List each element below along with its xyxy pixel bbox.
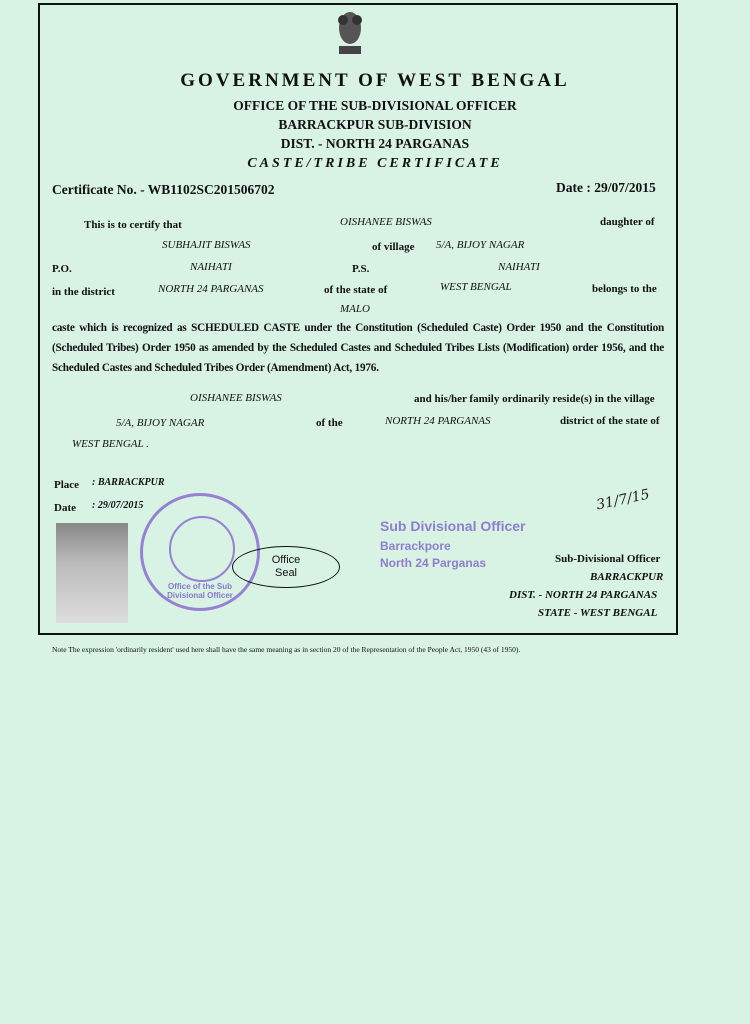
- district-value-2: NORTH 24 PARGANAS: [385, 415, 491, 427]
- officer-state: STATE - WEST BENGAL: [538, 607, 658, 619]
- po-label: P.O.: [52, 263, 72, 275]
- state-label: of the state of: [324, 284, 388, 296]
- district-label: in the district: [52, 286, 115, 298]
- certificate-number: Certificate No. - WB1102SC201506702: [52, 182, 275, 197]
- date-value: : 29/07/2015: [92, 500, 144, 511]
- ps-value: NAIHATI: [498, 261, 540, 273]
- oval-line-2: Seal: [274, 567, 298, 579]
- holder-photo: [56, 523, 128, 623]
- signature: 31/7/15: [594, 486, 652, 514]
- government-title: GOVERNMENT OF WEST BENGAL: [180, 70, 570, 91]
- certify-label: This is to certify that: [84, 219, 182, 231]
- village-value: 5/A, BIJOY NAGAR: [436, 239, 525, 251]
- village-value-2: 5/A, BIJOY NAGAR: [116, 417, 205, 429]
- stamp-line-1: Sub Divisional Officer: [380, 518, 526, 534]
- reside-label: and his/her family ordinarily reside(s) in the village: [414, 393, 655, 405]
- stamp-line-3: North 24 Parganas: [380, 556, 487, 570]
- subdivision-title: BARRACKPUR SUB-DIVISION: [278, 117, 472, 132]
- footnote: Note The expression 'ordinarily resident' used here shall have the same meaning as in section 20 of the Representation of the People Act, 1950 (43 of 1950).: [52, 645, 521, 654]
- holder-name: OISHANEE BISWAS: [340, 216, 432, 228]
- village-label: of village: [372, 241, 415, 253]
- of-the-label: of the: [316, 417, 343, 429]
- district-title: DIST. - NORTH 24 PARGANAS: [280, 136, 470, 151]
- recognition-paragraph: caste which is recognized as SCHEDULED CASTE under the Constitution (Scheduled Caste) Order 1950 and the Constitution (Scheduled Tribes) Order 1950 as amended by the Scheduled Castes and Scheduled Tribes Lists (Modification) order 1956, and the Scheduled Castes and Scheduled Tribes Order (Amendment) Act, 1976.: [52, 322, 664, 374]
- officer-title: Sub-Divisional Officer: [555, 553, 661, 565]
- father-name: SUBHAJIT BISWAS: [162, 239, 251, 251]
- district-value: NORTH 24 PARGANAS: [158, 283, 264, 295]
- date-label: Date: [54, 502, 76, 514]
- officer-district: DIST. - NORTH 24 PARGANAS: [509, 589, 658, 601]
- po-value: NAIHATI: [190, 261, 232, 273]
- holder-name-2: OISHANEE BISWAS: [190, 392, 282, 404]
- caste-value: MALO: [340, 303, 370, 315]
- relation-label: daughter of: [600, 216, 655, 228]
- place-label: Place: [54, 479, 80, 491]
- certificate-title: CASTE/TRIBE CERTIFICATE: [247, 156, 503, 171]
- district-state-label: district of the state of: [560, 415, 660, 427]
- stamp-line-2: Barrackpore: [380, 539, 451, 553]
- belongs-label: belongs to the: [592, 283, 657, 295]
- seal-text: Office of the Sub Divisional Officer: [167, 582, 233, 600]
- office-title: OFFICE OF THE SUB-DIVISIONAL OFFICER: [233, 98, 517, 113]
- national-emblem-icon: [333, 8, 367, 58]
- oval-line-1: Office: [271, 554, 301, 566]
- office-seal-label: [232, 546, 340, 588]
- ps-label: P.S.: [352, 263, 370, 275]
- place-value: : BARRACKPUR: [92, 477, 165, 488]
- state-value: WEST BENGAL: [440, 281, 512, 293]
- office-seal-stamp: [140, 493, 260, 611]
- certificate-date: Date : 29/07/2015: [556, 180, 656, 195]
- officer-place: BARRACKPUR: [590, 571, 664, 583]
- state-value-2: WEST BENGAL .: [72, 438, 149, 450]
